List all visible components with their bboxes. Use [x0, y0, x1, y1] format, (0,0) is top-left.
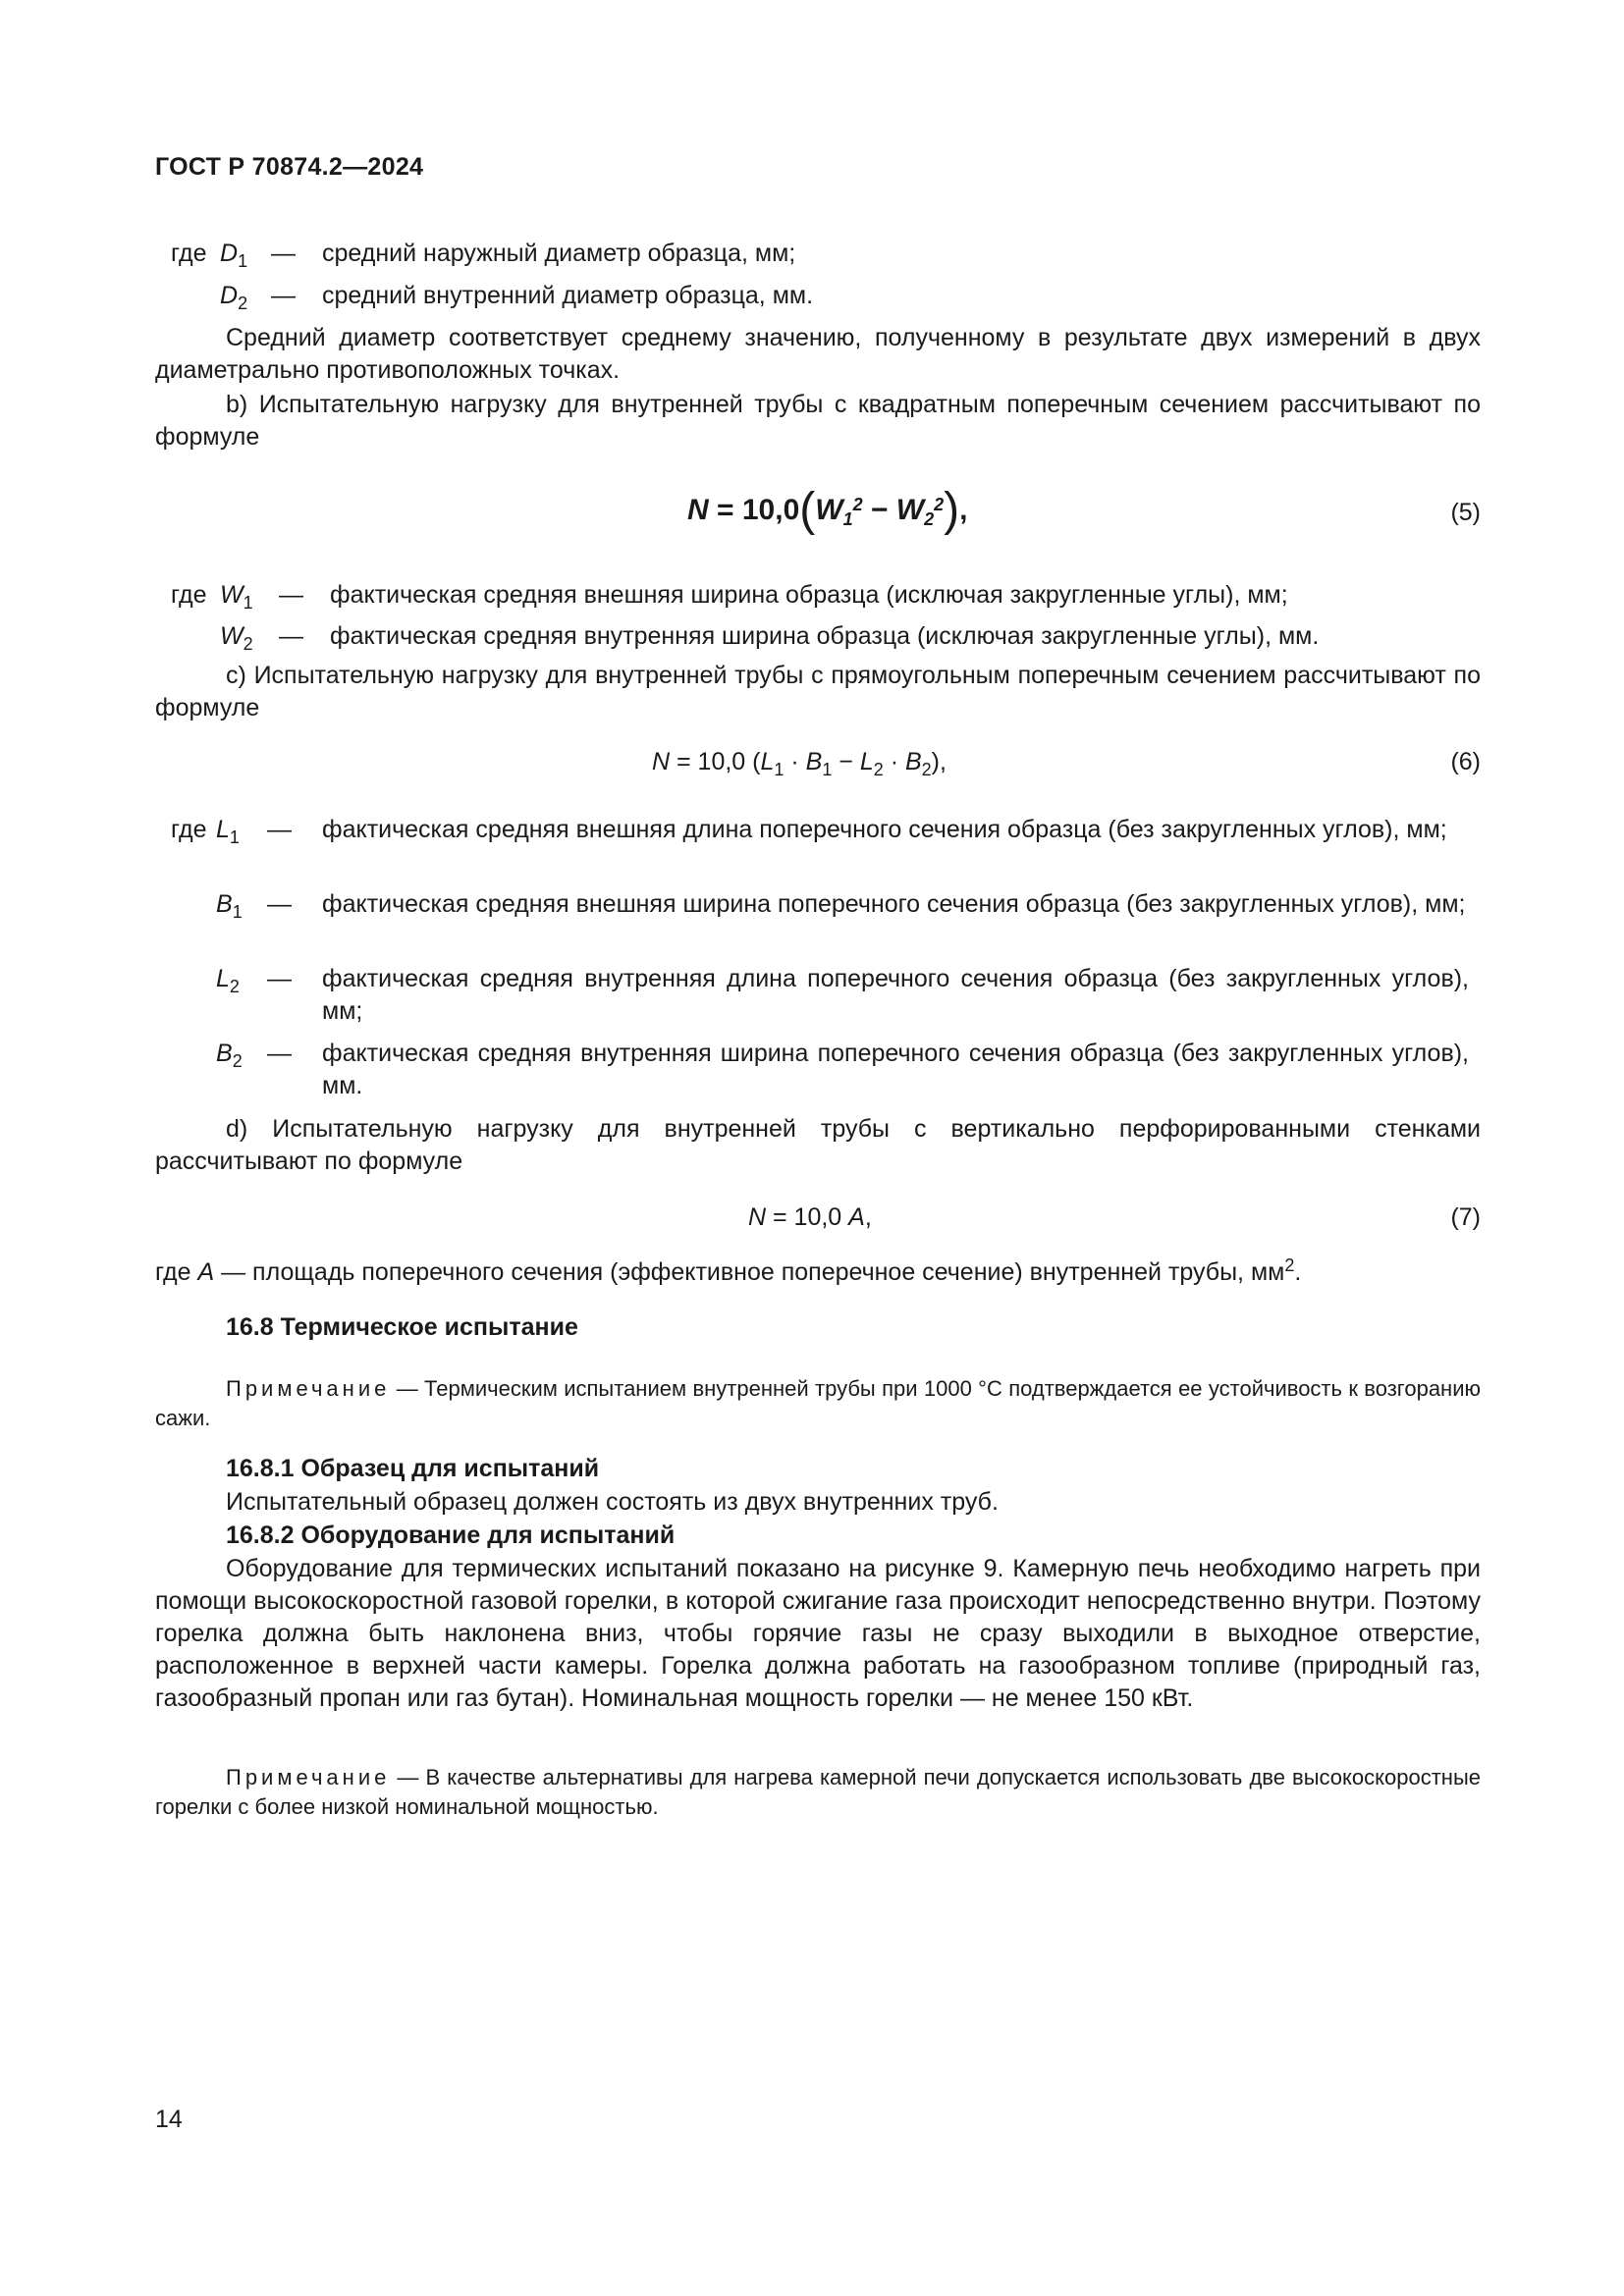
note-2: Примечание — В качестве альтернативы для нагрева камерной печи допускается использовать две высокоскоростные горелки с более низкой номинальной мощностью.	[155, 1765, 1481, 1819]
paragraph-d: d) Испытательную нагрузку для внутренней трубы с вертикально перфорированными стенками рассчитывают по формуле	[155, 1115, 1481, 1175]
section-heading-16-8-2: 16.8.2 Оборудование для испытаний	[226, 1522, 676, 1549]
paragraph-16-8-2: Оборудование для термических испытаний показано на рисунке 9. Камерную печь необходимо нагреть при помощи высокоскоростной газовой горелки, в которой сжигание газа происходит непосредственно внутри. Поэтому горелка должна быть наклонена вниз, чтобы горячие газы не сразу выходили в выходное отверстие, расположенное в верхней части камеры. Горелка должна работать на газообразном топливе (природный газ, газообразный пропан или газ бутан). Номинальная мощность горелки — не менее 150 кВт.	[155, 1555, 1481, 1712]
symbol: $W_1$	[220, 581, 253, 613]
dash: —	[267, 816, 292, 843]
paragraph-c: c) Испытательную нагрузку для внутренней трубы с прямоугольным поперечным сечением рассчитывают по формуле	[155, 662, 1481, 721]
formula-5: $N = 10,0(W_1^2 - W_2^2)$,	[687, 484, 968, 536]
standard-header: ГОСТ Р 70874.2—2024	[155, 153, 424, 181]
formula-7: N = 10,0 A,	[748, 1203, 872, 1231]
where-label: где	[171, 240, 207, 267]
section-heading-16-8: 16.8 Термическое испытание	[226, 1313, 578, 1341]
definition-text: фактическая средняя внутренняя ширина образца (исключая закругленные углы), мм.	[330, 622, 1320, 650]
formula-5-number: (5)	[1450, 499, 1481, 526]
paragraph-b: b) Испытательную нагрузку для внутренней трубы с квадратным поперечным сечением рассчитывают по формуле	[155, 391, 1481, 451]
symbol: $B_1$	[216, 890, 243, 922]
definition-a: где A — площадь поперечного сечения (эффективное поперечное сечение) внутренней трубы, $мм^2$.	[155, 1255, 1302, 1286]
dash: —	[267, 965, 292, 992]
formula-6-number: (6)	[1450, 748, 1481, 775]
definition-text: фактическая средняя внешняя ширина поперечного сечения образца (без закругленных углов), мм;	[322, 890, 1466, 918]
where-label: где	[171, 816, 207, 843]
definition-text: средний наружный диаметр образца, мм;	[322, 240, 796, 267]
dash: —	[271, 240, 296, 267]
dash: —	[267, 1040, 292, 1067]
formula-6: N = 10,0 $(L_1 \cdot B_1 - L_2 \cdot B_2)$,	[652, 748, 947, 779]
symbol: $D_1$	[220, 240, 248, 271]
dash: —	[271, 282, 296, 309]
definition-text: фактическая средняя внешняя длина поперечного сечения образца (без закругленных углов), мм;	[322, 816, 1447, 843]
formula-7-number: (7)	[1450, 1203, 1481, 1231]
note-1: Примечание — Термическим испытанием внутренней трубы при 1000 °C подтверждается ее устойчивость к возгоранию сажи.	[155, 1376, 1481, 1430]
definition-text: средний внутренний диаметр образца, мм.	[322, 282, 814, 309]
dash: —	[279, 581, 303, 609]
definition-text: фактическая средняя внутренняя ширина поперечного сечения образца (без закругленных углов), мм.	[322, 1040, 1469, 1099]
dash: —	[279, 622, 303, 650]
section-heading-16-8-1: 16.8.1 Образец для испытаний	[226, 1455, 600, 1482]
dash: —	[267, 890, 292, 918]
symbol: $L_1$	[216, 816, 240, 847]
symbol: $B_2$	[216, 1040, 243, 1071]
paragraph-mean-diameter: Средний диаметр соответствует среднему значению, полученному в результате двух измерений в двух диаметрально противоположных точках.	[155, 324, 1481, 384]
symbol: $L_2$	[216, 965, 240, 996]
symbol: $D_2$	[220, 282, 248, 313]
paragraph-16-8-1: Испытательный образец должен состоять из двух внутренних труб.	[226, 1488, 999, 1516]
definition-text: фактическая средняя внешняя ширина образца (исключая закругленные углы), мм;	[330, 581, 1288, 609]
page-number: 14	[155, 2106, 183, 2133]
definition-text: фактическая средняя внутренняя длина поперечного сечения образца (без закругленных углов), мм;	[322, 965, 1469, 1025]
where-label: где	[171, 581, 207, 609]
symbol: $W_2$	[220, 622, 253, 654]
